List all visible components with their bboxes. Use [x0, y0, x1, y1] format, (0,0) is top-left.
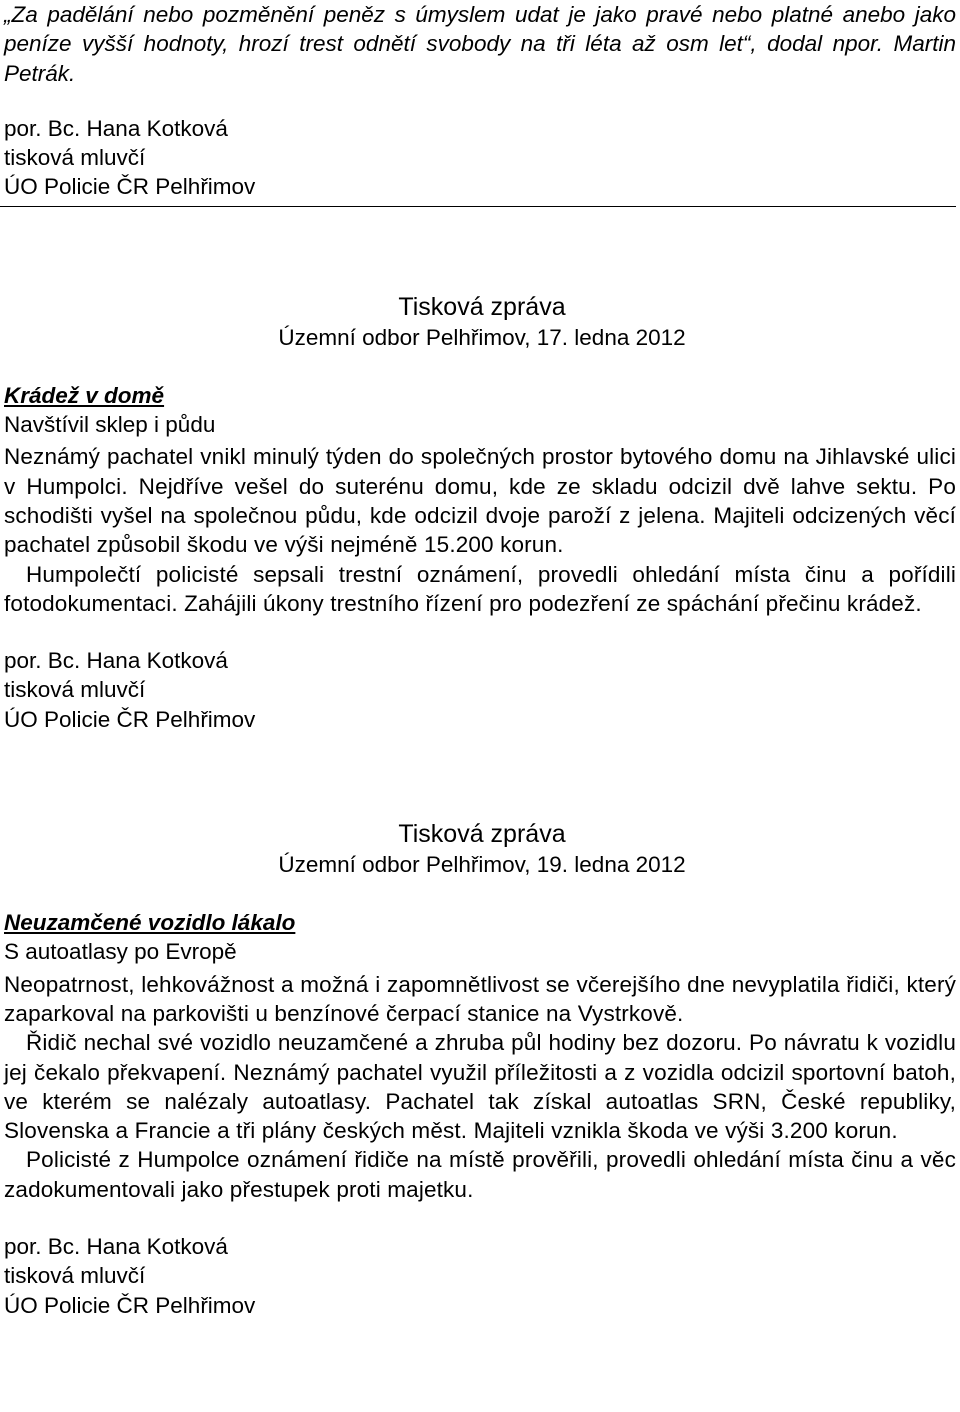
article-paragraph: Humpolečtí policisté sepsali trestní oznámení, provedli ohledání místa činu a pořídili fotodokumentaci. Zahájili úkony trestního řízení pro podezření ze spáchání přečinu krádež. — [4, 561, 956, 616]
signature-role: tisková mluvčí — [4, 677, 146, 703]
signature-unit: ÚO Policie ČR Pelhřimov — [4, 1292, 256, 1318]
article-headline: Krádež v domě — [4, 382, 165, 408]
signature-role: tisková mluvčí — [4, 145, 146, 171]
press-release-title: Tisková zpráva — [398, 292, 566, 321]
signature-unit: ÚO Policie ČR Pelhřimov — [4, 174, 256, 200]
press-release-title: Tisková zpráva — [398, 820, 566, 849]
signature-name: por. Bc. Hana Kotková — [4, 1234, 228, 1260]
intro-signature — [4, 114, 956, 202]
press-release-subtitle: Územní odbor Pelhřimov, 19. ledna 2012 — [278, 852, 686, 878]
article-paragraph: Policisté z Humpolce oznámení řidiče na místě prověřili, provedli ohledání místa činu a věc zadokumentovali jako přestupek proti majetku. — [4, 1147, 956, 1202]
article-paragraph: Řidič nechal své vozidlo neuzamčené a zhruba půl hodiny bez dozoru. Po návratu k vozidlu jej čekalo překvapení. Neznámý pachatel využil příležitosti a z vozidla odcizil sportovní batoh, ve kterém se nalézaly autoatlasy. Pachatel tak získal autoatlas SRN, České republiky, Slovenska a Francie a tři plány českých měst. Majiteli vznikla škoda ve výši 3.200 korun. — [4, 1030, 956, 1144]
press-release-subtitle: Územní odbor Pelhřimov, 17. ledna 2012 — [278, 324, 686, 350]
article-subheadline: Navštívil sklep i půdu — [4, 412, 216, 438]
article-signature — [4, 1232, 956, 1320]
document-page — [4, 0, 956, 1320]
signature-role: tisková mluvčí — [4, 1263, 146, 1289]
article-signature — [4, 646, 956, 734]
signature-unit: ÚO Policie ČR Pelhřimov — [4, 706, 256, 732]
article-paragraph: Neznámý pachatel vnikl minulý týden do společných prostor bytového domu na Jihlavské ulici v Humpolci. Nejdříve vešel do suterénu domu, kde ze skladu odcizil dvě lahve sektu. Po schodišti vyšel na společnou půdu, kde odcizil dvoje paroží z jelena. Majiteli odcizených věcí pachatel způsobil škodu ve výši nejméně 15.200 korun. — [4, 444, 956, 558]
signature-name: por. Bc. Hana Kotková — [4, 115, 228, 141]
article-subheadline: S autoatlasy po Evropě — [4, 939, 237, 965]
press-release-2 — [4, 818, 956, 1320]
intro-quote: „Za padělání nebo pozměnění peněz s úmyslem udat je jako pravé nebo platné anebo jako peníze vyšší hodnoty, hrozí trest odnětí svobody na tři léta až osm let“, dodal npor. Martin Petrák. — [4, 2, 956, 86]
press-release-1 — [4, 291, 956, 734]
signature-name: por. Bc. Hana Kotková — [4, 648, 228, 674]
article-paragraph: Neopatrnost, lehkovážnost a možná i zapomnětlivost se včerejšího dne nevyplatila řidiči, který zaparkoval na parkovišti u benzínové čerpací stanice na Vystrkově. — [4, 971, 956, 1026]
article-headline: Neuzamčené vozidlo lákalo — [4, 910, 296, 936]
